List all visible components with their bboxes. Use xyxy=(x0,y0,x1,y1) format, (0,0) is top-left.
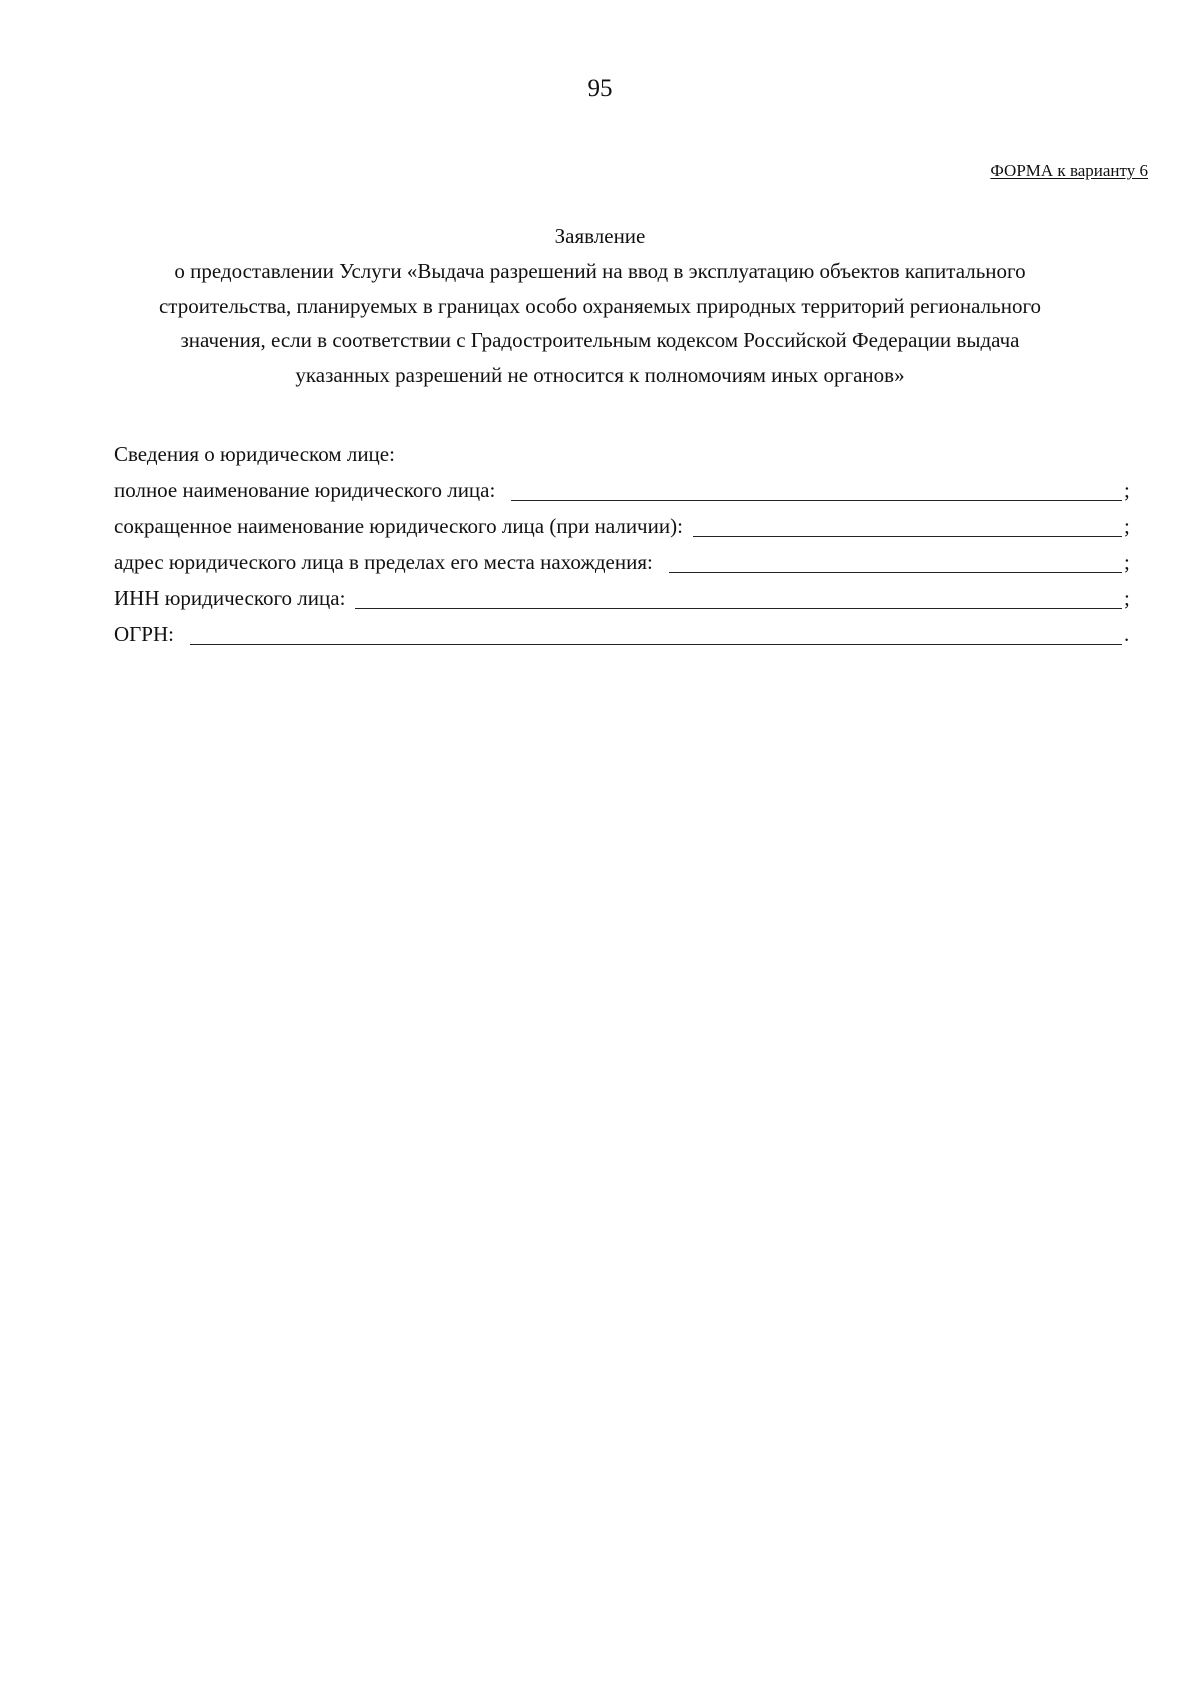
document-title: Заявление xyxy=(554,224,646,248)
full-name-terminator: ; xyxy=(1124,478,1130,502)
full-name-blank-line[interactable] xyxy=(511,478,1122,501)
short-name-terminator: ; xyxy=(1124,514,1130,538)
full-name-label: полное наименование юридического лица: xyxy=(114,478,496,502)
document-subtitle xyxy=(110,254,1090,392)
ogrn-label: ОГРН: xyxy=(114,622,174,646)
address-label: адрес юридического лица в пределах его места нахождения: xyxy=(114,550,653,574)
inn-field-row xyxy=(114,582,1136,612)
address-field-row xyxy=(114,546,1136,576)
inn-terminator: ; xyxy=(1124,586,1130,610)
subtitle-line: указанных разрешений не относится к полномочиям иных органов» xyxy=(295,362,905,387)
subtitle-line: значения, если в соответствии с Градостроительным кодексом Российской Федерации выдача xyxy=(180,328,1020,352)
ogrn-terminator: . xyxy=(1124,622,1130,646)
page-number: 95 xyxy=(587,75,613,102)
short-name-label: сокращенное наименование юридического лица (при наличии): xyxy=(114,514,683,538)
subtitle-line: строительства, планируемых в границах особо охраняемых природных территорий регионального xyxy=(158,293,1042,318)
ogrn-blank-line[interactable] xyxy=(190,622,1122,645)
subtitle-line: о предоставлении Услуги «Выдача разрешений на ввод в эксплуатацию объектов капитального xyxy=(174,259,1026,283)
address-blank-line[interactable] xyxy=(669,550,1122,573)
address-terminator: ; xyxy=(1124,550,1130,574)
ogrn-field-row xyxy=(114,618,1136,648)
full-name-field-row xyxy=(114,474,1136,504)
short-name-blank-line[interactable] xyxy=(693,514,1122,537)
legal-entity-heading: Сведения о юридическом лице: xyxy=(114,442,395,466)
inn-label: ИНН юридического лица: xyxy=(114,586,346,610)
form-variant-label: ФОРМА к варианту 6 xyxy=(990,161,1148,180)
short-name-field-row xyxy=(114,510,1136,540)
inn-blank-line[interactable] xyxy=(355,586,1122,609)
